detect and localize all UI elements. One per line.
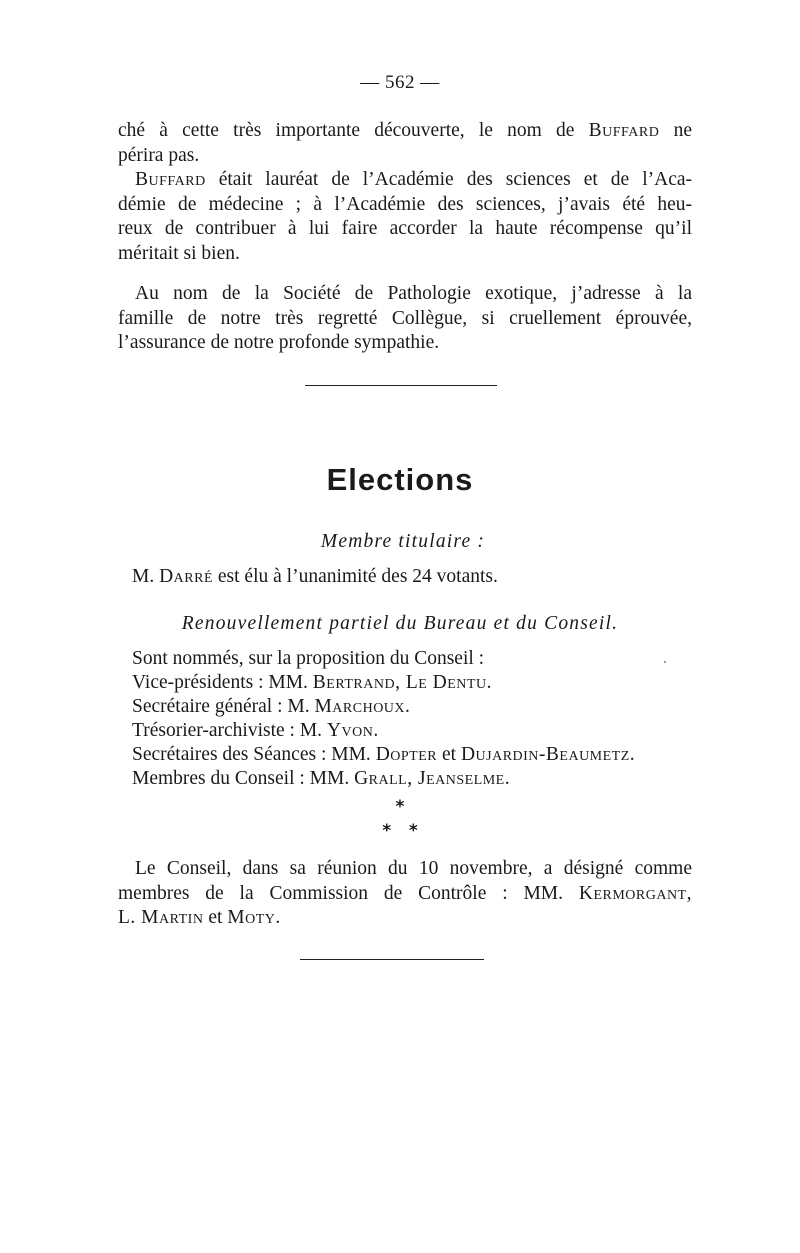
text-line bbox=[118, 242, 692, 267]
text-line: famille de notre très regretté Collègue, si cruellement éprouvée, bbox=[118, 307, 692, 329]
nomination-intro: Sont nommés, sur la proposition du Conseil : bbox=[132, 648, 485, 669]
text-line bbox=[118, 217, 692, 242]
text-line bbox=[118, 906, 692, 931]
continuation-paragraph bbox=[118, 119, 692, 168]
secretaire-general-line bbox=[132, 696, 410, 718]
person-name: Marchoux. bbox=[314, 696, 411, 717]
print-speck bbox=[664, 661, 666, 663]
text-run: Vice-présidents : MM. bbox=[132, 672, 313, 693]
tresorier-line bbox=[132, 720, 379, 742]
page-number: — 562 — bbox=[360, 72, 440, 93]
vice-presidents-line bbox=[132, 672, 492, 694]
text-run: reux de contribuer à lui faire accorder la haute récompense qu’il bbox=[118, 218, 692, 239]
text-run: était lauréat de l’Académie des sciences et de l’Aca- bbox=[205, 169, 692, 190]
text-run: méritait si bien. bbox=[118, 242, 240, 264]
person-name: Moty. bbox=[227, 907, 281, 928]
text-run: et bbox=[437, 744, 461, 765]
text-line bbox=[118, 119, 692, 144]
condolence-paragraph bbox=[118, 282, 692, 356]
text-run: et bbox=[203, 907, 228, 928]
person-name: Grall, Jeanselme. bbox=[354, 768, 511, 789]
person-name: Kermorgant, bbox=[578, 882, 692, 904]
text-run: ché à cette très importante découverte, le nom de bbox=[118, 120, 589, 141]
text-run: Trésorier-archiviste : M. bbox=[132, 720, 327, 741]
membres-conseil-line bbox=[132, 768, 510, 790]
person-name: Buffard bbox=[135, 169, 206, 190]
person-name: Dujardin-Beaumetz. bbox=[460, 744, 636, 765]
person-name: Yvon. bbox=[326, 720, 379, 741]
asterism-bottom: * * bbox=[382, 821, 418, 841]
text-run: est élu à l’unanimité des 24 votants. bbox=[213, 566, 498, 587]
person-name: Bertrand, Le Dentu. bbox=[312, 672, 492, 693]
text-run: membres de la Commission de Contrôle : MM. bbox=[118, 882, 579, 904]
person-name: Buffard bbox=[588, 120, 660, 141]
buffard-paragraph bbox=[118, 168, 692, 266]
text-line bbox=[118, 144, 692, 169]
text-run: Secrétaire général : M. bbox=[132, 696, 315, 717]
text-run: Membres du Conseil : MM. bbox=[132, 768, 355, 789]
closing-divider bbox=[300, 959, 484, 960]
text-run: Secrétaires des Séances : MM. bbox=[132, 744, 376, 765]
text-line: Le Conseil, dans sa réunion du 10 novembre, a désigné comme bbox=[135, 858, 692, 879]
text-line bbox=[118, 168, 692, 193]
text-line bbox=[118, 882, 692, 907]
secretaires-seances-line bbox=[132, 744, 635, 766]
text-run: périra pas. bbox=[118, 144, 200, 166]
person-name: Dopter bbox=[375, 744, 438, 765]
text-line: Au nom de la Société de Pathologie exotique, j’adresse à la bbox=[135, 283, 692, 304]
commission-paragraph bbox=[118, 857, 692, 931]
text-run: démie de médecine ; à l’Académie des sciences, j’avais été heu- bbox=[118, 193, 692, 215]
text-line: l’assurance de notre profonde sympathie. bbox=[118, 332, 440, 353]
person-name: Darré bbox=[159, 566, 214, 587]
section-divider bbox=[305, 385, 497, 386]
text-run: ne bbox=[659, 120, 692, 141]
membre-titulaire-subtitle: Membre titulaire : bbox=[320, 531, 486, 552]
renouvellement-subtitle: Renouvellement partiel du Bureau et du Conseil. bbox=[181, 613, 619, 634]
election-result-line bbox=[132, 566, 498, 588]
person-name: L. Martin bbox=[118, 907, 204, 928]
text-line bbox=[118, 193, 692, 218]
text-run: M. bbox=[132, 566, 160, 587]
asterism-top: * bbox=[395, 797, 405, 817]
section-title: Elections bbox=[326, 462, 474, 497]
